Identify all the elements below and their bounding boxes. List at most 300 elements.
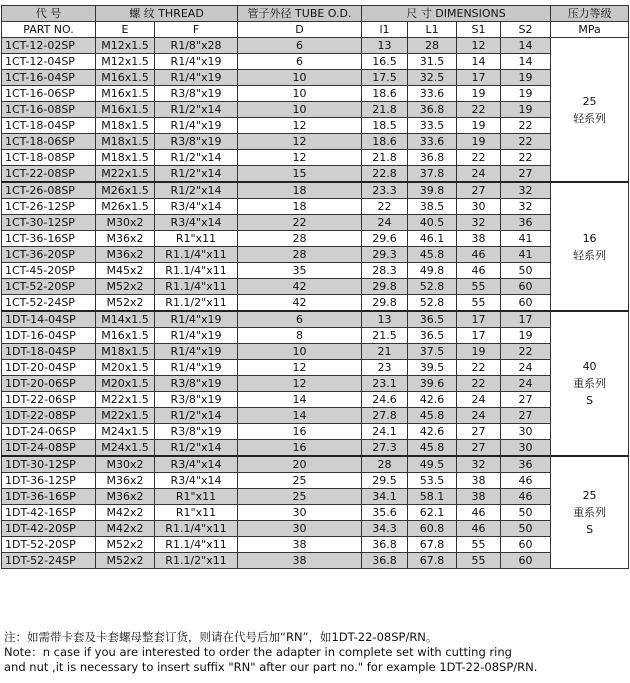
tube-d-cell: 10: [238, 344, 362, 360]
dim-s1-cell: 17: [457, 328, 501, 344]
dim-l1-large-cell: 28: [408, 38, 457, 54]
dim-l1-small-cell: 29.3: [362, 247, 408, 263]
table-row: [2, 86, 629, 102]
dim-l1-small-cell: 29.6: [362, 231, 408, 247]
thread-e-cell: M22x1.5: [96, 392, 155, 408]
dim-l1-small-cell: 18.6: [362, 86, 408, 102]
part-no-cell: 1CT-16-06SP: [2, 86, 96, 102]
table-row: [2, 166, 629, 183]
table-row: [2, 118, 629, 134]
header-tube-od: 管子外径 TUBE O.D.: [238, 6, 362, 22]
thread-e-cell: M18x1.5: [96, 150, 155, 166]
dim-s2-cell: 19: [501, 102, 551, 118]
tube-d-cell: 10: [238, 86, 362, 102]
part-no-cell: 1DT-36-16SP: [2, 489, 96, 505]
spec-table-body: [2, 38, 629, 569]
table-row: [2, 54, 629, 70]
header-part-cn: 代 号: [2, 6, 96, 22]
dim-l1-large-cell: 62.1: [408, 505, 457, 521]
part-no-cell: 1CT-22-08SP: [2, 166, 96, 183]
dim-s1-cell: 27: [457, 182, 501, 199]
thread-e-cell: M36x2: [96, 247, 155, 263]
thread-e-cell: M20x1.5: [96, 360, 155, 376]
tube-d-cell: 28: [238, 247, 362, 263]
dim-l1-small-cell: 27.3: [362, 440, 408, 457]
dim-s2-cell: 41: [501, 247, 551, 263]
tube-d-cell: 35: [238, 263, 362, 279]
dim-l1-large-cell: 33.6: [408, 134, 457, 150]
pressure-group-cell: [551, 456, 629, 569]
dim-l1-small-cell: 28.3: [362, 263, 408, 279]
dim-l1-small-cell: 24: [362, 215, 408, 231]
dim-s1-cell: 24: [457, 166, 501, 183]
dim-l1-small-cell: 21.8: [362, 102, 408, 118]
part-no-cell: 1CT-52-24SP: [2, 295, 96, 312]
part-no-cell: 1CT-26-12SP: [2, 199, 96, 215]
table-row: [2, 134, 629, 150]
thread-e-cell: M12x1.5: [96, 38, 155, 54]
dim-l1-large-cell: 36.5: [408, 328, 457, 344]
dim-l1-small-cell: 13: [362, 311, 408, 328]
dim-s2-cell: 22: [501, 344, 551, 360]
dim-l1-large-cell: 67.8: [408, 537, 457, 553]
thread-e-cell: M36x2: [96, 473, 155, 489]
dim-s1-cell: 22: [457, 360, 501, 376]
dim-l1-large-cell: 39.5: [408, 360, 457, 376]
dim-l1-large-cell: 36.5: [408, 311, 457, 328]
thread-f-cell: R1.1/4"x11: [155, 263, 238, 279]
dim-l1-large-cell: 33.5: [408, 118, 457, 134]
dim-s1-cell: 17: [457, 311, 501, 328]
dim-s2-cell: 50: [501, 263, 551, 279]
thread-e-cell: M36x2: [96, 489, 155, 505]
dim-l1-small-cell: 16.5: [362, 54, 408, 70]
dim-l1-large-cell: 42.6: [408, 392, 457, 408]
tube-d-cell: 6: [238, 311, 362, 328]
dim-l1-large-cell: 33.6: [408, 86, 457, 102]
part-no-cell: 1DT-20-06SP: [2, 376, 96, 392]
table-row: [2, 215, 629, 231]
dim-s2-cell: 46: [501, 489, 551, 505]
part-no-cell: 1CT-52-20SP: [2, 279, 96, 295]
table-row: [2, 231, 629, 247]
dim-l1-large-cell: 40.5: [408, 215, 457, 231]
pressure-group-cell: [551, 38, 629, 183]
dim-l1-large-cell: 52.8: [408, 295, 457, 312]
note-chinese: 注：如需带卡套及卡套螺母整套订货，则请在代号后加“RN”，如1DT-22-08SP/RN。: [4, 630, 438, 644]
dim-l1-small-cell: 23.1: [362, 376, 408, 392]
dim-s1-cell: 55: [457, 279, 501, 295]
dim-l1-small-cell: 35.6: [362, 505, 408, 521]
pressure-group-cell: [551, 182, 629, 311]
dim-l1-large-cell: 31.5: [408, 54, 457, 70]
thread-f-cell: R1"x11: [155, 505, 238, 521]
thread-f-cell: R3/8"x19: [155, 86, 238, 102]
dim-s2-cell: 41: [501, 231, 551, 247]
pressure-value: 16: [582, 231, 597, 245]
table-row: [2, 553, 629, 569]
dim-l1-large-cell: 36.8: [408, 102, 457, 118]
series-label: 重系列: [573, 506, 607, 519]
header-row-2: [2, 22, 629, 38]
table-row: [2, 424, 629, 440]
dim-s2-cell: 30: [501, 440, 551, 457]
dim-s2-cell: 27: [501, 408, 551, 424]
dim-l1-small-cell: 29.8: [362, 295, 408, 312]
series-label: 轻系列: [573, 248, 607, 262]
dim-l1-small-cell: 34.1: [362, 489, 408, 505]
part-no-cell: 1CT-16-04SP: [2, 70, 96, 86]
part-no-cell: 1CT-26-08SP: [2, 182, 96, 199]
series-code: S: [586, 394, 594, 407]
dim-l1-large-cell: 39.6: [408, 376, 457, 392]
header-thread-f: F: [155, 22, 238, 38]
thread-f-cell: R1.1/4"x11: [155, 537, 238, 553]
dim-s1-cell: 24: [457, 392, 501, 408]
table-row: [2, 489, 629, 505]
dim-s2-cell: 32: [501, 182, 551, 199]
thread-e-cell: M26x1.5: [96, 199, 155, 215]
dim-s1-cell: 46: [457, 263, 501, 279]
dim-s2-cell: 60: [501, 537, 551, 553]
dim-s2-cell: 50: [501, 521, 551, 537]
dim-s2-cell: 30: [501, 424, 551, 440]
dim-l1-small-cell: 29.5: [362, 473, 408, 489]
table-row: [2, 376, 629, 392]
dim-s2-cell: 27: [501, 166, 551, 183]
tube-d-cell: 14: [238, 408, 362, 424]
dim-l1-large-cell: 49.8: [408, 263, 457, 279]
thread-f-cell: R3/8"x19: [155, 134, 238, 150]
dim-s1-cell: 38: [457, 473, 501, 489]
dim-s1-cell: 17: [457, 70, 501, 86]
dim-l1-large-cell: 45.8: [408, 247, 457, 263]
table-row: [2, 311, 629, 328]
dim-l1-small-cell: 18.6: [362, 134, 408, 150]
thread-e-cell: M42x2: [96, 521, 155, 537]
tube-d-cell: 16: [238, 440, 362, 457]
pressure-value: 40: [582, 360, 597, 373]
dim-s1-cell: 22: [457, 376, 501, 392]
dim-s1-cell: 32: [457, 215, 501, 231]
part-no-cell: 1DT-16-04SP: [2, 328, 96, 344]
dim-l1-small-cell: 34.3: [362, 521, 408, 537]
series-label: 重系列: [573, 377, 607, 390]
dim-l1-small-cell: 21: [362, 344, 408, 360]
thread-e-cell: M52x2: [96, 537, 155, 553]
tube-d-cell: 30: [238, 521, 362, 537]
tube-d-cell: 20: [238, 456, 362, 473]
note-english-line-2: and nut ,it is necessary to insert suffix "RN" after our part no." for example 1DT-22-08SP/RN.: [4, 660, 538, 674]
dim-l1-small-cell: 18.5: [362, 118, 408, 134]
tube-d-cell: 8: [238, 328, 362, 344]
table-row: [2, 102, 629, 118]
part-no-cell: 1CT-18-06SP: [2, 134, 96, 150]
thread-f-cell: R1/2"x14: [155, 440, 238, 457]
dim-s1-cell: 19: [457, 118, 501, 134]
dim-l1-large-cell: 38.5: [408, 199, 457, 215]
tube-d-cell: 42: [238, 279, 362, 295]
dim-s2-cell: 36: [501, 215, 551, 231]
part-no-cell: 1DT-22-06SP: [2, 392, 96, 408]
dim-s2-cell: 46: [501, 473, 551, 489]
thread-f-cell: R3/4"x14: [155, 456, 238, 473]
dim-s2-cell: 19: [501, 70, 551, 86]
thread-f-cell: R1/4"x19: [155, 344, 238, 360]
part-no-cell: 1CT-12-02SP: [2, 38, 96, 54]
header-l1-small: l1: [362, 22, 408, 38]
dim-s2-cell: 24: [501, 360, 551, 376]
table-row: [2, 344, 629, 360]
dim-s1-cell: 32: [457, 456, 501, 473]
thread-f-cell: R1.1/4"x11: [155, 247, 238, 263]
part-no-cell: 1CT-18-08SP: [2, 150, 96, 166]
table-row: [2, 408, 629, 424]
header-dimensions: 尺 寸 DIMENSIONS: [362, 6, 551, 22]
dim-s1-cell: 24: [457, 408, 501, 424]
table-row: [2, 360, 629, 376]
part-no-cell: 1DT-14-04SP: [2, 311, 96, 328]
dim-s2-cell: 22: [501, 150, 551, 166]
dim-s2-cell: 17: [501, 311, 551, 328]
header-s2: S2: [501, 22, 551, 38]
part-no-cell: 1DT-20-04SP: [2, 360, 96, 376]
thread-e-cell: M12x1.5: [96, 54, 155, 70]
table-row: [2, 70, 629, 86]
tube-d-cell: 6: [238, 38, 362, 54]
pressure-value: 25: [582, 94, 597, 108]
part-no-cell: 1DT-30-12SP: [2, 456, 96, 473]
tube-d-cell: 42: [238, 295, 362, 312]
tube-d-cell: 25: [238, 489, 362, 505]
tube-d-cell: 12: [238, 376, 362, 392]
tube-d-cell: 30: [238, 505, 362, 521]
table-row: [2, 505, 629, 521]
dim-l1-large-cell: 32.5: [408, 70, 457, 86]
dim-l1-large-cell: 45.8: [408, 440, 457, 457]
dim-s1-cell: 46: [457, 505, 501, 521]
thread-e-cell: M22x1.5: [96, 408, 155, 424]
dim-l1-small-cell: 13: [362, 38, 408, 54]
thread-f-cell: R1/4"x19: [155, 360, 238, 376]
thread-e-cell: M52x2: [96, 295, 155, 312]
dim-l1-small-cell: 28: [362, 456, 408, 473]
part-no-cell: 1CT-18-04SP: [2, 118, 96, 134]
part-no-cell: 1DT-52-20SP: [2, 537, 96, 553]
dim-l1-small-cell: 29.8: [362, 279, 408, 295]
dim-l1-small-cell: 36.8: [362, 537, 408, 553]
thread-e-cell: M26x1.5: [96, 182, 155, 199]
thread-e-cell: M24x1.5: [96, 424, 155, 440]
part-no-cell: 1DT-24-08SP: [2, 440, 96, 457]
part-no-cell: 1DT-42-20SP: [2, 521, 96, 537]
thread-f-cell: R1/2"x14: [155, 182, 238, 199]
tube-d-cell: 16: [238, 424, 362, 440]
table-row: [2, 521, 629, 537]
dim-s1-cell: 14: [457, 54, 501, 70]
dim-s1-cell: 55: [457, 553, 501, 569]
thread-f-cell: R1.1/2"x11: [155, 553, 238, 569]
thread-f-cell: R3/4"x14: [155, 473, 238, 489]
dim-l1-small-cell: 27.8: [362, 408, 408, 424]
dim-s2-cell: 60: [501, 279, 551, 295]
tube-d-cell: 22: [238, 215, 362, 231]
thread-e-cell: M36x2: [96, 231, 155, 247]
header-pressure-unit: MPa: [551, 22, 629, 38]
dim-s2-cell: 50: [501, 505, 551, 521]
thread-e-cell: M18x1.5: [96, 344, 155, 360]
dim-l1-large-cell: 39.8: [408, 182, 457, 199]
table-row: [2, 279, 629, 295]
tube-d-cell: 15: [238, 166, 362, 183]
dim-s2-cell: 22: [501, 134, 551, 150]
dim-s2-cell: 24: [501, 376, 551, 392]
thread-f-cell: R1.1/2"x11: [155, 295, 238, 312]
thread-e-cell: M16x1.5: [96, 86, 155, 102]
tube-d-cell: 38: [238, 537, 362, 553]
thread-f-cell: R1/4"x19: [155, 54, 238, 70]
dim-l1-large-cell: 45.8: [408, 408, 457, 424]
dim-l1-small-cell: 24.1: [362, 424, 408, 440]
part-no-cell: 1DT-24-06SP: [2, 424, 96, 440]
table-row: [2, 263, 629, 279]
dim-s2-cell: 14: [501, 38, 551, 54]
note-english-line-1: Note：n case if you are interested to order the adapter in complete set with cutting ring: [4, 645, 512, 659]
thread-e-cell: M24x1.5: [96, 440, 155, 457]
part-no-cell: 1CT-16-08SP: [2, 102, 96, 118]
part-no-cell: 1DT-22-08SP: [2, 408, 96, 424]
thread-e-cell: M52x2: [96, 279, 155, 295]
header-tube-d: D: [238, 22, 362, 38]
dim-s1-cell: 19: [457, 344, 501, 360]
dim-s2-cell: 36: [501, 456, 551, 473]
header-pressure: 压力等级: [551, 6, 629, 22]
part-no-cell: 1DT-52-24SP: [2, 553, 96, 569]
header-part-en: PART NO.: [2, 22, 96, 38]
thread-f-cell: R1/2"x14: [155, 150, 238, 166]
dim-s2-cell: 19: [501, 86, 551, 102]
thread-e-cell: M22x1.5: [96, 166, 155, 183]
thread-f-cell: R1/4"x19: [155, 118, 238, 134]
table-row: [2, 473, 629, 489]
tube-d-cell: 25: [238, 473, 362, 489]
part-no-cell: 1DT-36-12SP: [2, 473, 96, 489]
thread-f-cell: R1/4"x19: [155, 70, 238, 86]
thread-f-cell: R1/8"x28: [155, 38, 238, 54]
tube-d-cell: 18: [238, 199, 362, 215]
thread-e-cell: M42x2: [96, 505, 155, 521]
dim-l1-large-cell: 52.8: [408, 279, 457, 295]
dim-s1-cell: 27: [457, 424, 501, 440]
dim-s1-cell: 38: [457, 489, 501, 505]
dim-s2-cell: 32: [501, 199, 551, 215]
thread-e-cell: M16x1.5: [96, 70, 155, 86]
header-row-1: [2, 6, 629, 22]
table-row: [2, 247, 629, 263]
dim-s1-cell: 46: [457, 247, 501, 263]
dim-l1-large-cell: 53.5: [408, 473, 457, 489]
header-l1-large: L1: [408, 22, 457, 38]
table-row: [2, 328, 629, 344]
pressure-value: 25: [582, 489, 597, 502]
tube-d-cell: 14: [238, 392, 362, 408]
thread-e-cell: M14x1.5: [96, 311, 155, 328]
dim-l1-small-cell: 36.8: [362, 553, 408, 569]
series-code: S: [586, 523, 594, 536]
dim-s1-cell: 22: [457, 150, 501, 166]
dim-s1-cell: 22: [457, 102, 501, 118]
thread-e-cell: M16x1.5: [96, 102, 155, 118]
thread-f-cell: R1.1/4"x11: [155, 279, 238, 295]
thread-f-cell: R3/8"x19: [155, 424, 238, 440]
thread-f-cell: R1.1/4"x11: [155, 521, 238, 537]
part-no-cell: 1DT-42-16SP: [2, 505, 96, 521]
header-thread: 螺 纹 THREAD: [96, 6, 238, 22]
dim-s1-cell: 38: [457, 231, 501, 247]
table-row: [2, 440, 629, 457]
thread-e-cell: M18x1.5: [96, 134, 155, 150]
thread-f-cell: R3/8"x19: [155, 376, 238, 392]
pressure-group-cell: [551, 311, 629, 456]
dim-l1-large-cell: 37.8: [408, 166, 457, 183]
dim-s1-cell: 12: [457, 38, 501, 54]
table-row: [2, 38, 629, 54]
tube-d-cell: 10: [238, 102, 362, 118]
thread-f-cell: R1/4"x19: [155, 311, 238, 328]
thread-e-cell: M20x1.5: [96, 376, 155, 392]
dim-l1-small-cell: 21.8: [362, 150, 408, 166]
thread-e-cell: M18x1.5: [96, 118, 155, 134]
thread-e-cell: M30x2: [96, 456, 155, 473]
dim-l1-large-cell: 60.8: [408, 521, 457, 537]
tube-d-cell: 38: [238, 553, 362, 569]
thread-e-cell: M52x2: [96, 553, 155, 569]
thread-f-cell: R1/2"x14: [155, 166, 238, 183]
dim-s2-cell: 22: [501, 118, 551, 134]
dim-s2-cell: 60: [501, 295, 551, 312]
tube-d-cell: 12: [238, 118, 362, 134]
table-row: [2, 182, 629, 199]
dim-l1-small-cell: 24.6: [362, 392, 408, 408]
table-row: [2, 150, 629, 166]
dim-l1-small-cell: 23.3: [362, 182, 408, 199]
part-no-cell: 1CT-12-04SP: [2, 54, 96, 70]
thread-f-cell: R1"x11: [155, 489, 238, 505]
dim-l1-large-cell: 36.8: [408, 150, 457, 166]
dim-s1-cell: 55: [457, 537, 501, 553]
thread-e-cell: M30x2: [96, 215, 155, 231]
part-no-cell: 1CT-36-16SP: [2, 231, 96, 247]
table-row: [2, 199, 629, 215]
header-s1: S1: [457, 22, 501, 38]
dim-l1-small-cell: 22.8: [362, 166, 408, 183]
table-row: [2, 537, 629, 553]
spec-table: [1, 5, 629, 569]
thread-f-cell: R1/4"x19: [155, 328, 238, 344]
dim-l1-large-cell: 46.1: [408, 231, 457, 247]
dim-l1-small-cell: 23: [362, 360, 408, 376]
dim-s1-cell: 30: [457, 199, 501, 215]
dim-l1-small-cell: 17.5: [362, 70, 408, 86]
dim-s1-cell: 46: [457, 521, 501, 537]
dim-s1-cell: 27: [457, 440, 501, 457]
dim-s2-cell: 19: [501, 328, 551, 344]
dim-s2-cell: 27: [501, 392, 551, 408]
thread-f-cell: R1"x11: [155, 231, 238, 247]
thread-f-cell: R3/8"x19: [155, 392, 238, 408]
table-row: [2, 456, 629, 473]
dim-l1-large-cell: 49.5: [408, 456, 457, 473]
